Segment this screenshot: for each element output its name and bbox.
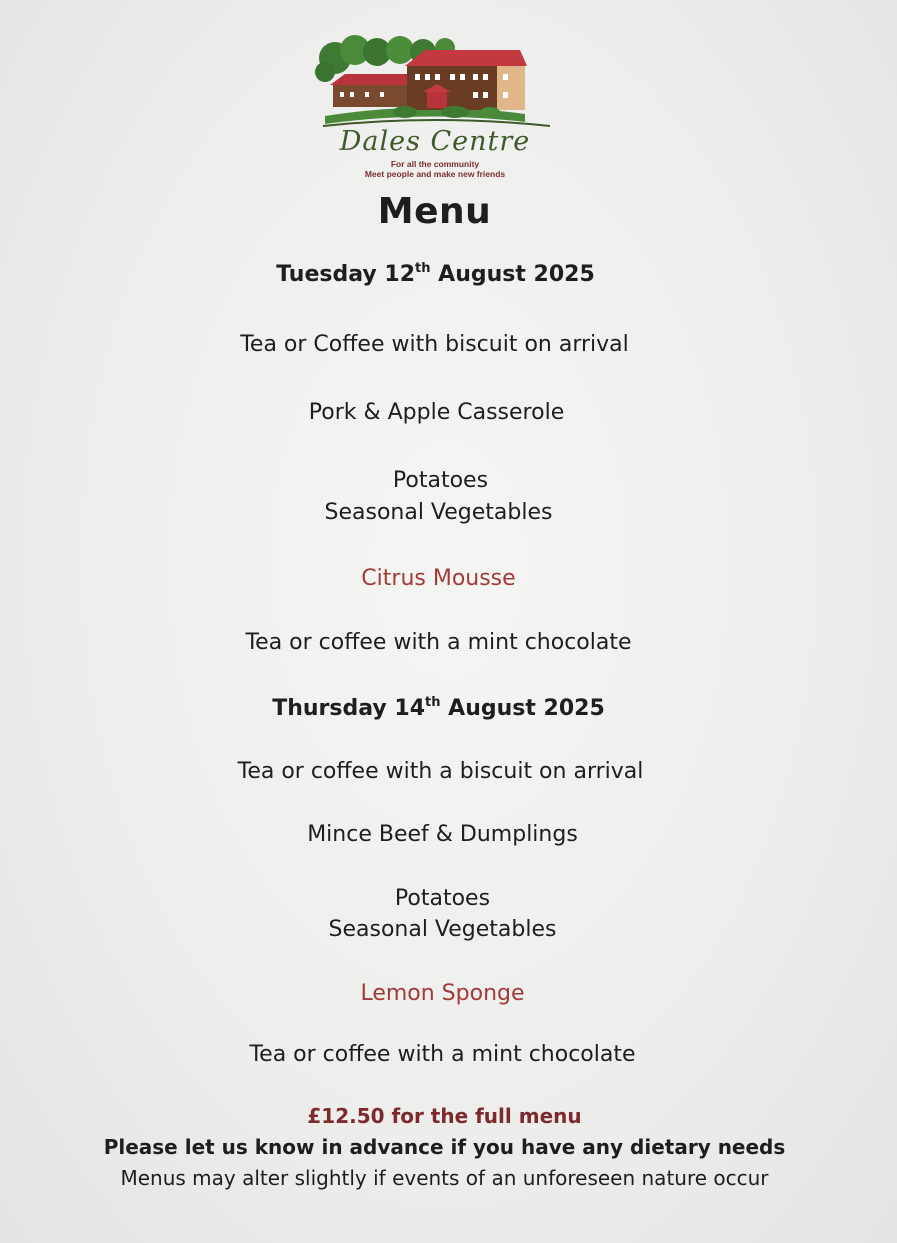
logo-name: Dales Centre [339,126,531,157]
price: £12.50 for the full menu [307,1104,582,1128]
tuesday-dessert: Citrus Mousse [361,566,516,591]
tuesday-finish: Tea or coffee with a mint chocolate [245,630,632,655]
alter-notice: Menus may alter slightly if events of an unforeseen nature occur [120,1166,769,1190]
tuesday-day: Tuesday 12 [276,262,416,287]
dietary-notice: Please let us know in advance if you have any dietary needs [103,1135,786,1159]
thursday-dessert: Lemon Sponge [360,981,525,1006]
tuesday-arrival: Tea or Coffee with biscuit on arrival [240,332,629,357]
thursday-main: Mince Beef & Dumplings [307,822,578,847]
thursday-day: Thursday 14 [272,696,426,721]
thursday-finish: Tea or coffee with a mint chocolate [249,1042,636,1067]
tuesday-ordinal: th [415,261,431,276]
logo-tagline-friends: Meet people and make new friends [364,169,506,179]
tuesday-side-potatoes: Potatoes [392,468,489,493]
tuesday-heading [0,262,884,287]
thursday-ordinal: th [425,695,441,710]
building-illustration [305,30,565,130]
menu-title: Menu [377,191,492,232]
thursday-arrival: Tea or coffee with a biscuit on arrival [237,759,644,784]
logo-tagline-community: For all the community [390,159,480,169]
tuesday-side-vegetables: Seasonal Vegetables [324,500,553,525]
thursday-month-year: August 2025 [440,696,605,721]
dales-centre-logo [305,30,565,190]
thursday-side-vegetables: Seasonal Vegetables [328,917,557,942]
tuesday-month-year: August 2025 [430,262,595,287]
thursday-heading [0,696,887,721]
thursday-side-potatoes: Potatoes [394,886,491,911]
tuesday-main: Pork & Apple Casserole [308,400,565,425]
